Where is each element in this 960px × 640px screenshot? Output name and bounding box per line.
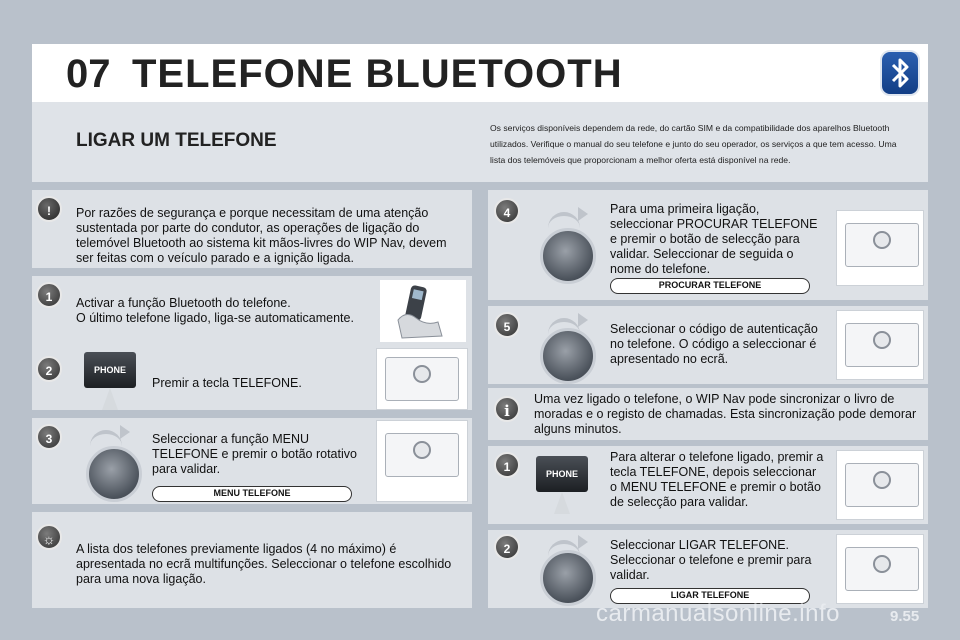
step-badge: 3 — [36, 424, 62, 450]
rotary-knob-icon — [86, 446, 142, 502]
phone-hand-illustration — [380, 280, 466, 342]
step-badge: 2 — [494, 534, 520, 560]
menu-label-pill: PROCURAR TELEFONE — [610, 278, 810, 294]
step-text: Para alterar o telefone ligado, premir a tecla TELEFONE, depois seleccionar o MENU TELEFONE e premir o botão de selecção para validar. — [610, 450, 824, 509]
step-badge: 5 — [494, 312, 520, 338]
radio-unit-illustration — [836, 450, 924, 520]
menu-label-pill: MENU TELEFONE — [152, 486, 352, 502]
step-badge: 4 — [494, 198, 520, 224]
radio-unit-illustration — [836, 210, 924, 286]
page-title: TELEFONE BLUETOOTH — [132, 52, 623, 96]
info-icon: i — [494, 396, 520, 422]
rotary-knob-icon — [540, 550, 596, 606]
chapter-number: 07 — [66, 52, 111, 96]
step-text: Seleccionar o código de autenticação no telefone. O código a seleccionar é apresentado no ecrã. — [610, 322, 818, 366]
step-text: Premir a tecla TELEFONE. — [152, 376, 302, 390]
exclamation-icon: ! — [36, 196, 62, 222]
press-arrow-icon — [554, 492, 570, 514]
press-arrow-icon — [102, 388, 118, 410]
step-badge: 1 — [494, 452, 520, 478]
rotary-knob-icon — [540, 228, 596, 284]
radio-unit-illustration — [836, 310, 924, 380]
radio-unit-illustration — [376, 420, 468, 502]
section-subtitle: LIGAR UM TELEFONE — [76, 130, 277, 151]
step-text: Seleccionar a função MENU TELEFONE e premir o botão rotativo para validar. — [152, 432, 357, 476]
lightbulb-icon: ☼ — [36, 524, 62, 550]
watermark: carmanualsonline.info — [596, 600, 840, 627]
info-text: Uma vez ligado o telefone, o WIP Nav pode sincronizar o livro de moradas e o registo de chamadas. Esta sincronização pode demorar alguns minutos. — [534, 392, 917, 436]
tip-text: A lista dos telefones previamente ligados (4 no máximo) é apresentada no ecrã multifunções. Seleccionar o telefone escolhido para uma nova ligação. — [76, 542, 452, 586]
warning-text: Por razões de segurança e porque necessitam de uma atenção sustentada por parte do condutor, as operações de ligação do telemóvel Bluetooth ao sistema kit mãos-livres do WIP Nav, devem ser feitas com o veículo parado e a ignição ligada. — [76, 206, 447, 265]
intro-text: Os serviços disponíveis dependem da rede, do cartão SIM e da compatibilidade dos aparelhos Bluetooth utilizados. Verifique o manual do seu telefone e junto do seu operador, os serviços a que tem acesso. Uma lista dos telemóveis que proporcionam a melhor oferta está disponível na rede. — [490, 123, 897, 165]
bluetooth-icon — [880, 50, 920, 96]
radio-unit-illustration — [376, 348, 468, 410]
phone-key-icon: PHONE — [84, 352, 136, 388]
page-number: 9.55 — [890, 608, 920, 625]
step-text: Activar a função Bluetooth do telefone. O último telefone ligado, liga-se automaticamente. — [76, 296, 354, 325]
step-badge: 2 — [36, 356, 62, 382]
step-text: Seleccionar LIGAR TELEFONE. Seleccionar o telefone e premir para validar. — [610, 538, 812, 582]
menu-label-pill: LIGAR TELEFONE — [610, 588, 810, 604]
phone-key-icon: PHONE — [536, 456, 588, 492]
step-badge: 1 — [36, 282, 62, 308]
step-text: Para uma primeira ligação, seleccionar PROCURAR TELEFONE e premir o botão de selecção para validar. Seleccionar de seguida o nome do telefone. — [610, 202, 818, 276]
rotary-knob-icon — [540, 328, 596, 384]
radio-unit-illustration — [836, 534, 924, 604]
